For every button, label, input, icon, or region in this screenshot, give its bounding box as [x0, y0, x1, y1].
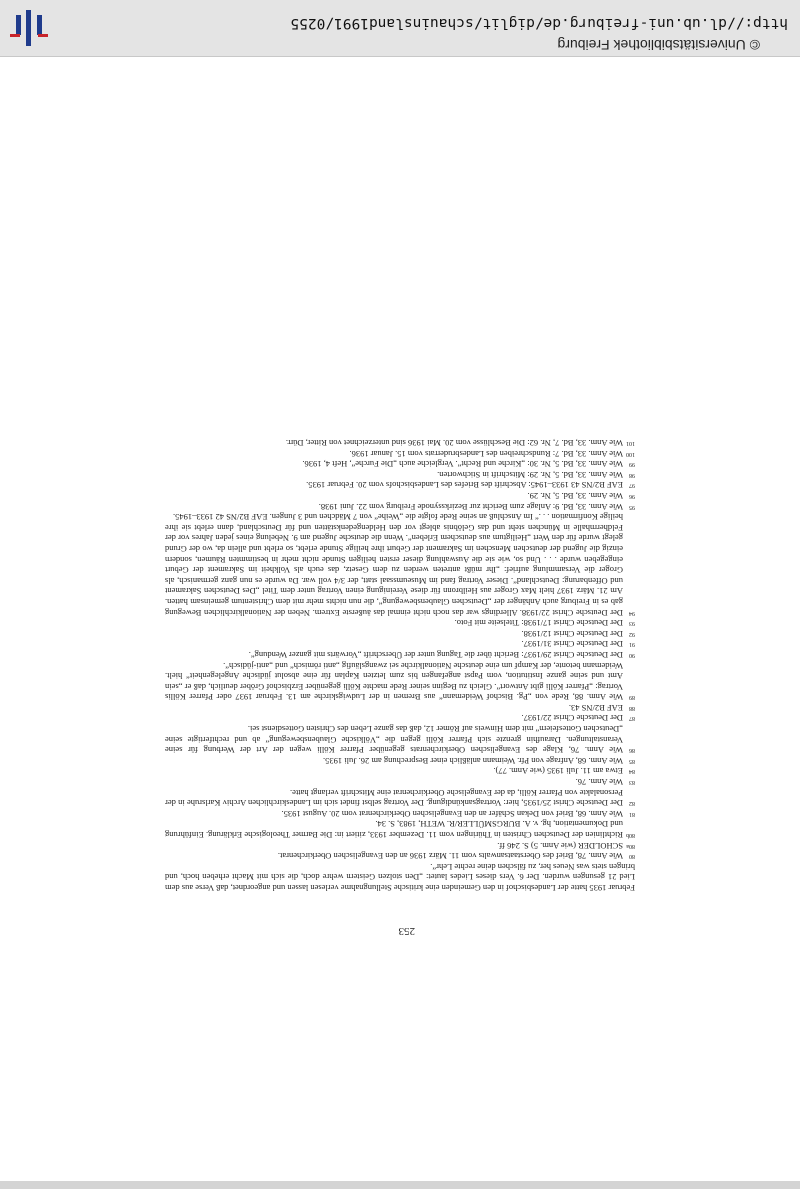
footnote-number: 85 [629, 757, 635, 764]
footnote [165, 808, 635, 819]
footnote-number: 80a [626, 842, 635, 849]
footnote-text: Wie Anm. 76. [575, 777, 623, 788]
footnote-text: Der Deutsche Christ 29/1937: Bericht über die Tagung unter der Überschrift „Vorwärts mit ganzer Wendung“. [248, 649, 623, 660]
footnote-number: 97 [629, 482, 635, 489]
footnote [165, 776, 635, 787]
footnote-number: 90 [629, 651, 635, 658]
footnote-text: Wie Anm. 33, Bd. 5, Nr. 29. [527, 491, 623, 502]
footnote-text: SCHOLDER (wie Anm. 5) S. 246 ff. [497, 840, 623, 851]
footnote-text: Wie Anm. 33, Bd. 7, Nr. 62: Die Beschlüsse vom 20. Mai 1936 sind unterzeichnet von Ritter, Dürr. [285, 438, 623, 449]
footnote-text: Etwa am 11. Juli 1935 (wie Anm. 77). [493, 766, 623, 777]
footnote-number: 83 [629, 779, 635, 786]
footnote-text: Wie Anm. 68, Anfrage von Pfr. Weimann anläßlich einer Besprechung am 26. Juli 1935. [322, 755, 623, 766]
footnote-text: Wie Anm. 33, Bd. 9: Anlage zum Bericht zur Bezirkssynode Freiburg vom 22. Juni 1938. [318, 501, 623, 512]
footnote-number: 99 [629, 461, 635, 468]
footnote-number: 84 [629, 768, 635, 775]
footnote-text: Der Deutsche Christ 22/1937. [521, 713, 623, 724]
footnote [165, 639, 635, 650]
footnote-text: Wie Anm. 33, Bd. 5, Nr. 30: „Kirche und Recht“. Vergleiche auch „Die Furche“, Heft 4, 1936. [302, 459, 623, 470]
footnote [165, 713, 635, 724]
footnote-number: 82 [629, 800, 635, 807]
footnote-number: 100 [626, 450, 635, 457]
footnote-text: EAF B2/NS 43 1933–1945: Abschrift des Briefes des Landesbischofs vom 20. Februar 1935. [306, 480, 623, 491]
footnote-number: 92 [629, 630, 635, 637]
footnote-number: 86 [629, 747, 635, 754]
footnote-number: 80b [626, 832, 635, 839]
footnote-text: Wie Anm. 33, Bd. 7: Rundschreiben des Landesbruderrats vom 15. Januar 1936. [349, 448, 623, 459]
footnote-text: Der Deutsche Christ 12/1938. [521, 628, 623, 639]
footnote [165, 649, 635, 660]
footnote [165, 469, 635, 480]
footnote-number: 89 [629, 694, 635, 701]
footnote [165, 766, 635, 777]
footnote-text: EAF B2/NS 43. [568, 702, 623, 713]
footnote-text: Richtlinien der Deutschen Christen in Thüringen vom 11. Dezember 1933, zitiert in: Die Barmer Theologische Erklärung. Einführung und Dokumentation, hg. v. A. BURGSMÜLLER/R. WETH, 1983, S. 34. [165, 819, 623, 841]
footnote [165, 660, 635, 702]
footnote-text: Wie Anm. 88, Rede von „Pg. Bischof Weidemann“ aus Bremen in der Ludwigskirche am 13. Februar 1937 oder Pfarrer Köllis Vortrag: „Pfarrer Kölli gibt Antwort“. Gleich zu Beginn seiner Rede machte Kölli gegenüber Erzbischof Gröber deutlich, daß er „sein Amt und seine ganze Institution, vom Papst angefangen bis zum letzten Kaplan für eine absolut jüdische Angelegenheit“ hielt. Weidemann betonte, der Kampf um eine deutsche Nationalkirche sei zwangsläufig „anti römisch“ und „anti-jüdisch“. [165, 660, 623, 703]
footnote [165, 787, 635, 808]
footnote [165, 448, 635, 459]
footnote [165, 437, 635, 448]
footnote-text: Der Deutsche Christ 22/1938. Allerdings war das noch nicht einmal das äußerste Extrem. Neben der Nationalkirchlichen Bewegung gab es in Freiburg auch Anhänger der „Deutschen Glaubensbewegung“, die nun nichts mehr mit dem Christentum gemeinsam hatten. Am 21. März 1937 hielt Max Groger aus Heilbronn für diese Vereinigung einen Vortrag unter dem Titel „Des Deutschen Sakrament und Offenbarung: Deutschland“. Dieser Vortrag fand im Museumssaal statt, der 3/4 voll war. Da wurde es nun ganz germanisch, als Groger die Versammlung aufrief: „Ihr müßt antreten werden zu dem Gesetz, das euch als Volkheit im Sakrament der Geburt eingegeben wurde . . . Und so, wie sie die Auswahlung dieser ersten heiligen Stunde nicht mehr in bestimmten Räumen, sondern einzig die Jugend der deutschen Menschen im Sakrament der Geburt ihre heilige Stunde erlebt, so erlebt und allein da, wo der Grund gelegt wurde für den Wert „Heiligtum aus deutschem Erleben“. Wenn die deutsche Jugend am 9. Nebelung eines jeden Jahres vor der Feldherrnhalle in München steht und das Gelöbnis ablegt vor den Heldengedenkstätten und für Deutschland, dann erlebt sie ihre heilige Konfirmation . . .“ Im Anschluß an seine Rede folgte die „Weihe“ von 7 Mädchen und 3 Jungen. EAF B2/NS 42 1933–1945. [165, 512, 623, 618]
footnote-text: Wie Anm. 76, Klage des Evangelischen Oberkirchenrats gegenüber Pfarrer Kölli wegen der Art der Werbung für seine Veranstaltungen. Daraufhin grenzte sich Pfarrer Kölli gegen die „Völkische Glaubensbewegung“ ab und rechtfertigte seine „Deutschen Gottesfeiern“ mit dem Hinweis auf Römer 12, daß das ganze Leben des Christen Gottesdienst sei. [165, 724, 623, 756]
footnote [165, 618, 635, 629]
footnote [165, 755, 635, 766]
footnote [165, 501, 635, 512]
copyright-text: © Universitätsbibliothek Freiburg [557, 37, 760, 53]
footnote-number: 94 [629, 609, 635, 616]
footnote-text: Wie Anm. 78, Brief des Oberstaatsanwalts vom 11. März 1936 an den Evangelischen Oberkirchenrat. [277, 851, 623, 862]
footnote [165, 702, 635, 713]
footnote-number: 91 [629, 641, 635, 648]
footnote [165, 512, 635, 618]
footnote-number: 87 [629, 715, 635, 722]
footnote-text: Wie Anm. 33, Bd. 5, Nr. 29: Mitschrift in Stichworten. [437, 469, 623, 480]
footnote [165, 459, 635, 470]
footnote-text: Wie Anm. 68, Brief von Dekan Schäfer an den Evangelischen Oberkirchenrat vom 20. August 1935. [281, 808, 623, 819]
footnote-number: 101 [626, 440, 635, 447]
footnote-number: 93 [629, 620, 635, 627]
book-page-text [165, 437, 635, 893]
footnote-number: 80 [629, 853, 635, 860]
footnote-number: 96 [629, 493, 635, 500]
footnote-number: 98 [629, 471, 635, 478]
ub-freiburg-logo-icon [10, 10, 48, 46]
footnote-number: 81 [629, 810, 635, 817]
footnote [165, 480, 635, 491]
footnote [165, 628, 635, 639]
footnote-text: Der Deutsche Christ 17/1938: Titelseite mit Foto. [454, 618, 623, 629]
page-number: 253 [398, 925, 415, 937]
footnote-text: Der Deutsche Christ 25/1935, hier: Vortragsankündigung. Der Vortrag selbst findet sich im Landeskirchlichen Archiv Karlsruhe in der Personalakte von Pfarrer Kölli, da der Evangelische Oberkirchenrat eine Mitschrift verlangt hatte. [165, 787, 623, 809]
footnote [165, 490, 635, 501]
footnote [165, 851, 635, 862]
footnote-text: Der Deutsche Christ 31/1937. [521, 639, 623, 650]
document-url[interactable]: http://dl.ub.uni-freiburg.de/diglit/schauinsland1991/0255 [290, 15, 788, 31]
footnote-number: 88 [629, 704, 635, 711]
library-header-bar [0, 0, 800, 57]
footnote [165, 724, 635, 756]
footnotes-list [165, 437, 635, 861]
footnote-number: 95 [629, 503, 635, 510]
footnote [165, 819, 635, 840]
intro-paragraph: Februar 1935 hatte der Landesbischof in den Gemeinden eine kritische Stellungnahme verlesen lassen und angeordnet, daß Verse aus dem Lied 21 gesungen wurden. Der 6. Vers dieses Liedes lautet: „Den stolzen Geistern wehre doch, die sich mit Macht erheben hoch, und bringen stets was Neues her, zu fälschen deine rechte Lehr“. [165, 861, 635, 893]
footnote [165, 840, 635, 851]
